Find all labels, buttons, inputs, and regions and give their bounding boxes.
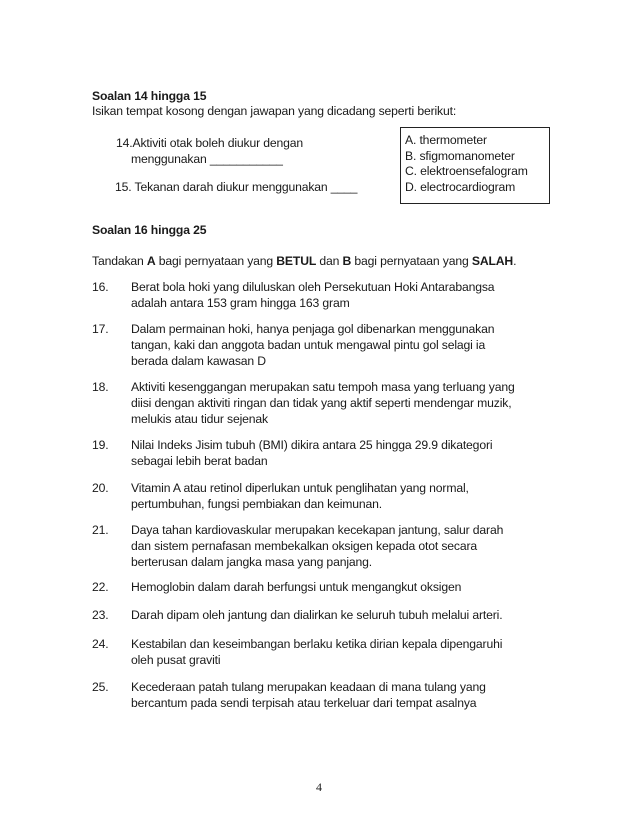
question-14-line1: 14.Aktiviti otak boleh diukur dengan [116,136,304,150]
question-number: 16. [92,280,109,294]
question-number: 23. [92,608,109,622]
section1-heading: Soalan 14 hingga 15 [92,89,207,103]
question-text: Berat bola hoki yang diluluskan oleh Persekutuan Hoki Antarabangsa adalah antara 153 gram hingga 163 gram [131,280,495,310]
section2-instruction: Tandakan A bagi pernyataan yang BETUL dan B bagi pernyataan yang SALAH. [92,254,517,268]
question-15: 15. Tekanan darah diukur menggunakan ____ [115,180,358,194]
question-number: 20. [92,481,109,495]
section1-instruction: Isikan tempat kosong dengan jawapan yang dicadang seperti berikut: [92,104,457,118]
option-b: B. sfigmomanometer [405,148,515,163]
question-text: Daya tahan kardiovaskular merupakan kecekapan jantung, salur darah dan sistem pernafasan membekalkan oksigen kepada otot secara berterusan dalam jangka masa yang panjang. [131,523,504,569]
question-text: Hemoglobin dalam darah berfungsi untuk mengangkut oksigen [131,580,462,594]
question-text: Nilai Indeks Jisim tubuh (BMI) dikira antara 25 hingga 29.9 dikategori sebagai lebih berat badan [131,438,493,468]
option-a: A. thermometer [405,133,487,147]
question-text: Kecederaan patah tulang merupakan keadaan di mana tulang yang bercantum pada sendi terpisah atau terkeluar dari tempat asalnya [131,680,486,710]
question-number: 25. [92,680,109,694]
question-text: Darah dipam oleh jantung dan dialirkan ke seluruh tubuh melalui arteri. [131,608,503,622]
question-number: 18. [92,380,109,394]
option-d: D. electrocardiogram [405,180,516,195]
question-text: Kestabilan dan keseimbangan berlaku ketika dirian kepala dipengaruhi oleh pusat graviti [131,637,503,667]
question-14-line2: menggunakan ___________ [131,152,283,166]
option-c: C. elektroensefalogram [405,164,528,179]
section2-heading: Soalan 16 hingga 25 [92,223,207,237]
question-number: 19. [92,438,109,452]
question-number: 21. [92,523,109,537]
question-number: 24. [92,637,109,651]
page-number: 4 [316,780,322,794]
question-number: 17. [92,322,109,336]
question-text: Dalam permainan hoki, hanya penjaga gol dibenarkan menggunakan tangan, kaki dan anggota badan untuk mengawal pintu gol selagi ia berada dalam kawasan D [131,322,495,368]
question-text: Vitamin A atau retinol diperlukan untuk penglihatan yang normal, pertumbuhan, fungsi pembiakan dan keimunan. [131,481,469,511]
answer-options-box [400,127,550,204]
question-text: Aktiviti kesenggangan merupakan satu tempoh masa yang terluang yang diisi dengan aktiviti ringan dan tidak yang aktif seperti mendengar muzik, melukis atau tidur sejenak [131,380,515,426]
question-number: 22. [92,580,109,594]
